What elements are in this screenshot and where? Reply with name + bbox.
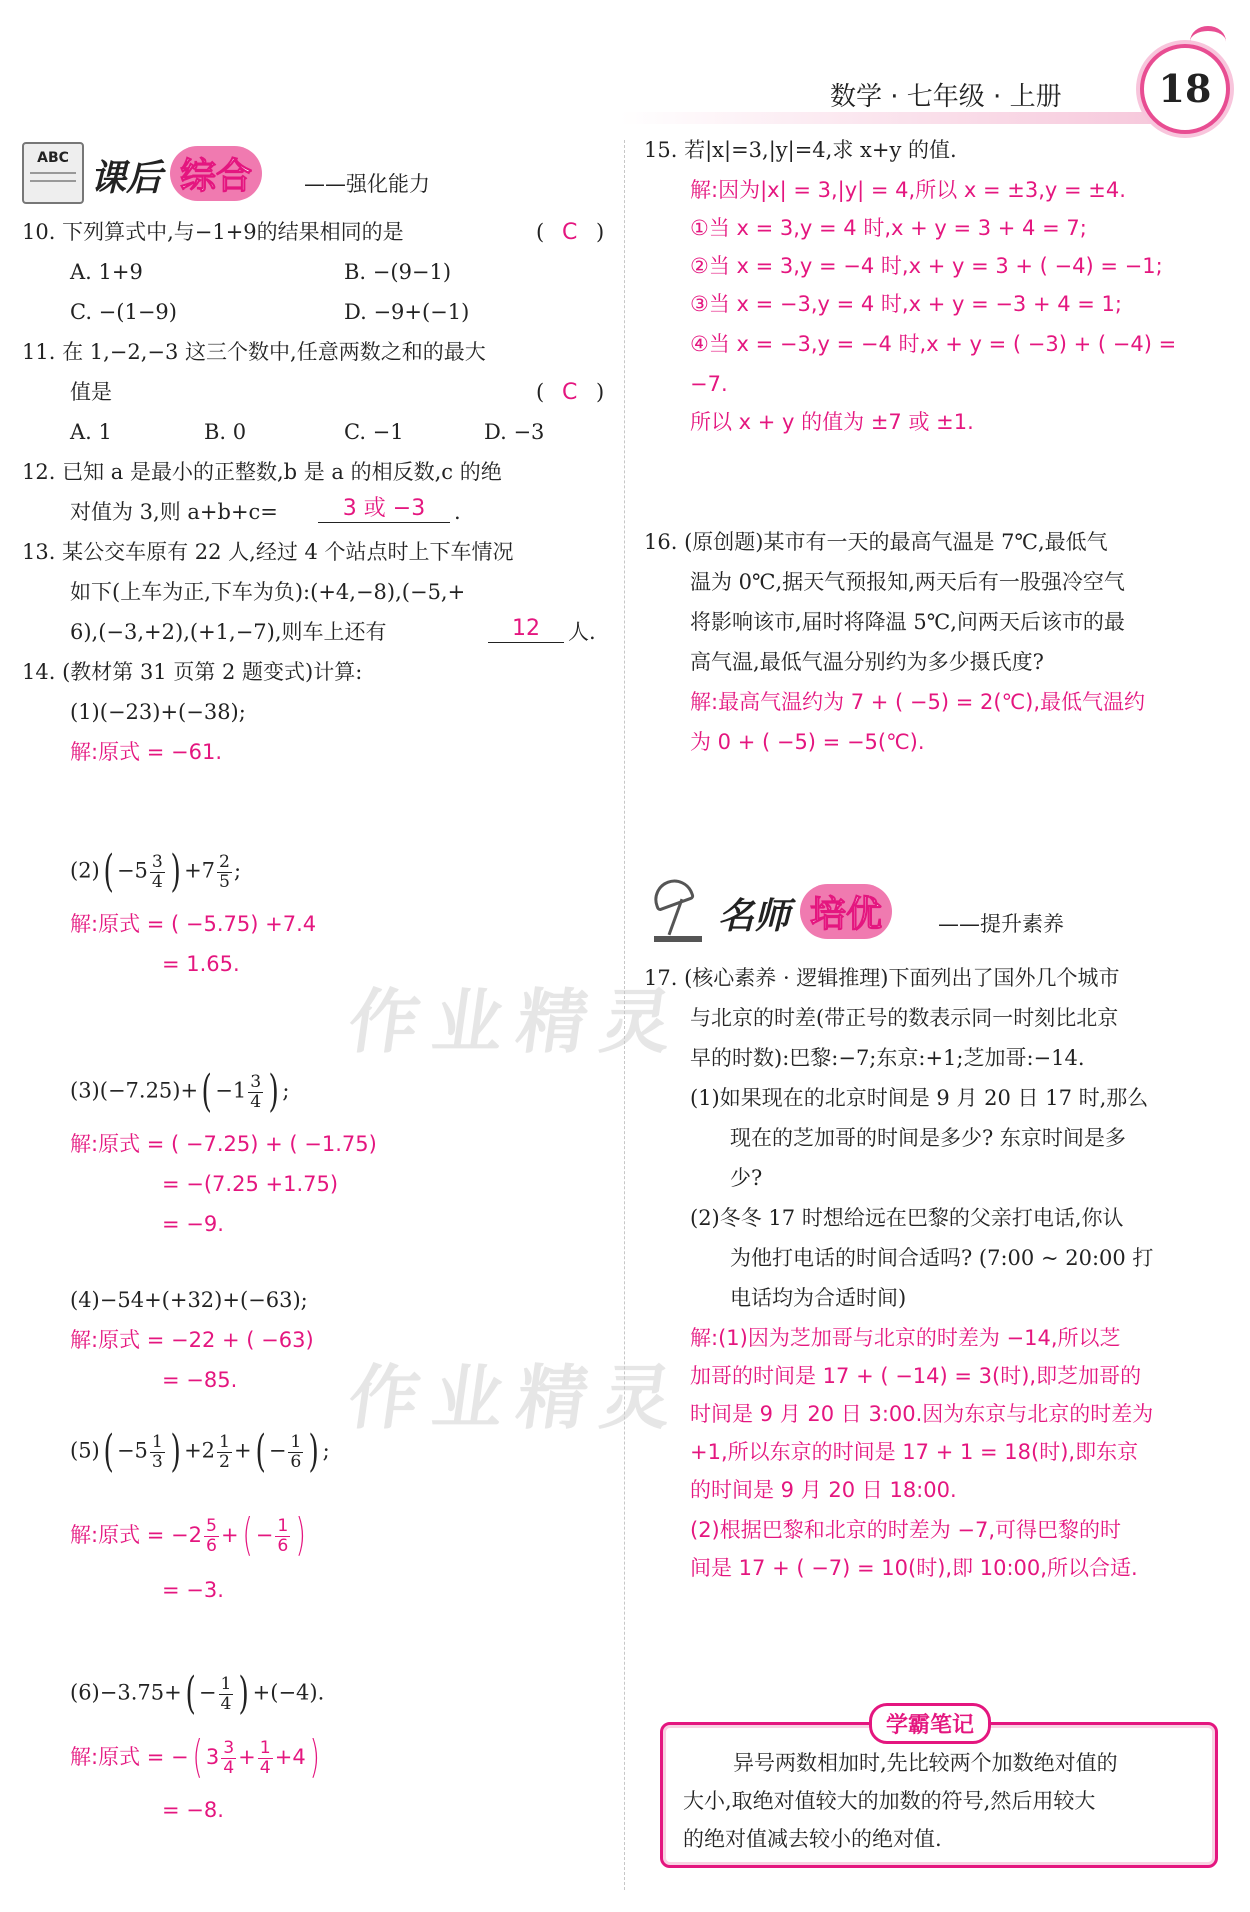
q11-option-d: D. −3 xyxy=(484,420,545,444)
q14-part2-frac1: $\frac{3}{4}$ xyxy=(151,852,163,892)
section2-title-b: 培优 xyxy=(800,884,892,939)
study-note-line3: 的绝对值减去较小的绝对值. xyxy=(683,1827,942,1851)
q14-part4-answer-line2: = −85. xyxy=(162,1368,238,1392)
q16-answer-line1: 解:最高气温约为 7 + ( −5) = 2(℃),最低气温约 xyxy=(690,690,1146,714)
q15-answer-line6: −7. xyxy=(690,372,728,396)
q14-part6-answer-frac2: $\frac{1}{4}$ xyxy=(259,1738,271,1778)
q11-paren-open: ( xyxy=(536,380,545,404)
q17-answer-line6: (2)根据巴黎和北京的时差为 −7,可得巴黎的时 xyxy=(690,1518,1122,1542)
q14-part5-answer-line1: 解:原式 = −2 $\frac{5}{6}$ +( − $\frac{1}{6}$ ) xyxy=(70,1510,307,1561)
q10-option-c: C. −(1−9) xyxy=(70,300,177,324)
q14-part5-answer-frac1: $\frac{5}{6}$ xyxy=(205,1516,217,1556)
page-number: 18 xyxy=(1158,66,1212,111)
section-header-advanced xyxy=(644,878,1204,948)
watermark-2: 作业精灵 xyxy=(343,1357,691,1439)
q11-answer: C xyxy=(562,380,578,405)
q17-part2-line2: 为他打电话的时间合适吗? (7:00 ~ 20:00 打 xyxy=(730,1246,1154,1270)
book-icon xyxy=(22,142,84,204)
q17-part2-line1: (2)冬冬 17 时想给远在巴黎的父亲打电话,你认 xyxy=(690,1206,1124,1230)
badge-swirl-icon xyxy=(1190,26,1226,57)
q14-part3-frac: $\frac{3}{4}$ xyxy=(250,1072,262,1112)
q14-part2: (2)( −5 $\frac{3}{4}$ ) +7 $\frac{2}{5}$ ; xyxy=(70,846,242,897)
section2-title-a: 名师 xyxy=(718,896,791,937)
q14-part5-answer-frac2: $\frac{1}{6}$ xyxy=(277,1516,289,1556)
q17-answer-line1: 解:(1)因为芝加哥与北京的时差为 −14,所以芝 xyxy=(690,1326,1121,1350)
q14-part6-answer-line1: 解:原式 = −( 3 $\frac{3}{4}$ + $\frac{1}{4}$ +4) xyxy=(70,1732,320,1783)
q10-answer: C xyxy=(562,220,578,245)
q17-answer-line4: +1,所以东京的时间是 17 + 1 = 18(时),即东京 xyxy=(690,1440,1139,1464)
q13-answer: 12 xyxy=(488,618,564,643)
q15-answer-line1: 解:因为|x| = 3,|y| = 4,所以 x = ±3,y = ±4. xyxy=(690,178,1126,202)
q11-option-a: A. 1 xyxy=(70,420,112,444)
q10-option-b: B. −(9−1) xyxy=(344,260,452,284)
q14-part6-answer-frac1: $\frac{3}{4}$ xyxy=(223,1738,235,1778)
q14-part6: (6)−3.75+( − $\frac{1}{4}$ ) +(−4). xyxy=(70,1668,325,1719)
q17-answer-line3: 时间是 9 月 20 日 3:00.因为东京与北京的时差为 xyxy=(690,1402,1154,1426)
q11-option-b: B. 0 xyxy=(204,420,247,444)
q10-option-a: A. 1+9 xyxy=(70,260,143,284)
q17-part1-line3: 少? xyxy=(730,1166,763,1190)
q17-answer-line7: 间是 17 + ( −7) = 10(时),即 10:00,所以合适. xyxy=(690,1556,1138,1580)
q11-option-c: C. −1 xyxy=(344,420,404,444)
q16-line2: 温为 0℃,据天气预报知,两天后有一股强冷空气 xyxy=(690,570,1125,594)
q12-stem-line2: 对值为 3,则 a+b+c= xyxy=(70,500,278,524)
q13-end: 人. xyxy=(568,620,596,644)
q14-part5-frac2: $\frac{1}{2}$ xyxy=(219,1432,230,1472)
q15-stem: 15. 若|x|=3,|y|=4,求 x+y 的值. xyxy=(644,138,957,162)
q14-part3-label: (3)(−7.25)+ xyxy=(70,1078,199,1103)
watermark-1: 作业精灵 xyxy=(343,981,691,1063)
study-note-title: 学霸笔记 xyxy=(869,1703,991,1744)
study-note-box xyxy=(660,1713,1218,1868)
q14-part2-answer-line1: 解:原式 = ( −5.75) +7.4 xyxy=(70,912,317,936)
q17-part2-line3: 电话均为合适时间) xyxy=(730,1286,907,1310)
q12-end: . xyxy=(454,500,461,524)
q14-stem: 14. (教材第 31 页第 2 题变式)计算: xyxy=(22,660,363,684)
q16-line4: 高气温,最低气温分别约为多少摄氏度? xyxy=(690,650,1044,674)
q16-line1: 16. (原创题)某市有一天的最高气温是 7℃,最低气 xyxy=(644,530,1108,554)
q14-part3-answer-line2: = −(7.25 +1.75) xyxy=(162,1172,339,1196)
q17-line3: 早的时数):巴黎:−7;东京:+1;芝加哥:−14. xyxy=(690,1046,1085,1070)
section-header-homework xyxy=(22,142,482,206)
q15-answer-line2: ①当 x = 3,y = 4 时,x + y = 3 + 4 = 7; xyxy=(690,216,1087,240)
q13-line2: 如下(上车为正,下车为负):(+4,−8),(−5,+ xyxy=(70,580,466,604)
q14-part5-frac1: $\frac{1}{3}$ xyxy=(151,1432,163,1472)
page-number-badge xyxy=(1140,44,1230,134)
q14-part6-frac: $\frac{1}{4}$ xyxy=(220,1674,232,1714)
q14-part5-frac3: $\frac{1}{6}$ xyxy=(290,1432,302,1472)
q14-part2-answer-line2: = 1.65. xyxy=(162,952,240,976)
q14-part5-label: (5) xyxy=(70,1438,100,1463)
q12-stem-line1: 12. 已知 a 是最小的正整数,b 是 a 的相反数,c 的绝 xyxy=(22,460,502,484)
header-subject: 数学 · 七年级 · 上册 xyxy=(830,82,1062,112)
q13-line1: 13. 某公交车原有 22 人,经过 4 个站点时上下车情况 xyxy=(22,540,514,564)
study-note-line1: 异号两数相加时,先比较两个加数绝对值的 xyxy=(733,1751,1118,1775)
q15-answer-line7: 所以 x + y 的值为 ±7 或 ±1. xyxy=(690,410,974,434)
q10-paren-close: ) xyxy=(596,220,605,244)
q14-part1: (1)(−23)+(−38); xyxy=(70,700,246,724)
q12-answer: 3 或 −3 xyxy=(318,498,450,523)
q11-paren-close: ) xyxy=(596,380,605,404)
q17-line2: 与北京的时差(带正号的数表示同一时刻比北京 xyxy=(690,1006,1119,1030)
q17-part1-line1: (1)如果现在的北京时间是 9 月 20 日 17 时,那么 xyxy=(690,1086,1149,1110)
q15-answer-line3: ②当 x = 3,y = −4 时,x + y = 3 + ( −4) = −1; xyxy=(690,254,1163,278)
q10-option-d: D. −9+(−1) xyxy=(344,300,470,324)
q13-line3: 6),(−3,+2),(+1,−7),则车上还有 xyxy=(70,620,387,644)
section-subtitle: ——强化能力 xyxy=(304,172,430,196)
desk-lamp-icon xyxy=(644,878,708,944)
q10-stem: 10. 下列算式中,与−1+9的结果相同的是 xyxy=(22,220,404,244)
q15-answer-line5: ④当 x = −3,y = −4 时,x + y = ( −3) + ( −4) = xyxy=(690,332,1177,356)
section-title-b: 综合 xyxy=(170,146,262,201)
section-title-a: 课后 xyxy=(90,158,163,199)
q11-stem-line1: 11. 在 1,−2,−3 这三个数中,任意两数之和的最大 xyxy=(22,340,486,364)
q14-part2-label: (2) xyxy=(70,858,100,883)
q14-part1-answer: 解:原式 = −61. xyxy=(70,740,223,764)
q14-part6-label: (6)−3.75+ xyxy=(70,1680,182,1705)
q17-line1: 17. (核心素养 · 逻辑推理)下面列出了国外几个城市 xyxy=(644,966,1120,990)
q14-part3-answer-line1: 解:原式 = ( −7.25) + ( −1.75) xyxy=(70,1132,377,1156)
q17-part1-line2: 现在的芝加哥的时间是多少? 东京时间是多 xyxy=(730,1126,1126,1150)
q14-part5: (5)( −5 $\frac{1}{3}$ ) +2 $\frac{1}{2}$ +( − $\frac{1}{6}$ ) ; xyxy=(70,1426,330,1477)
q14-part4-answer-line1: 解:原式 = −22 + ( −63) xyxy=(70,1328,314,1352)
q11-stem-line2: 值是 xyxy=(70,380,112,404)
q14-part5-answer-line2: = −3. xyxy=(162,1578,224,1602)
q14-part2-b: +7 xyxy=(184,858,216,883)
q16-line3: 将影响该市,届时将降温 5℃,问两天后该市的最 xyxy=(690,610,1125,634)
q17-answer-line2: 加哥的时间是 17 + ( −14) = 3(时),即芝加哥的 xyxy=(690,1364,1142,1388)
q14-part3-answer-line3: = −9. xyxy=(162,1212,224,1236)
q14-part2-a: −5 xyxy=(116,858,148,883)
q17-answer-line5: 的时间是 9 月 20 日 18:00. xyxy=(690,1478,957,1502)
q14-part6-answer-line2: = −8. xyxy=(162,1798,224,1822)
study-note-line2: 大小,取绝对值较大的加数的符号,然后用较大 xyxy=(683,1789,1096,1813)
q15-answer-line4: ③当 x = −3,y = 4 时,x + y = −3 + 4 = 1; xyxy=(690,292,1122,316)
section2-subtitle: ——提升素养 xyxy=(938,912,1064,936)
q10-paren-open: ( xyxy=(536,220,545,244)
q14-part2-frac2: $\frac{2}{5}$ xyxy=(219,852,230,892)
header-band xyxy=(620,112,1180,124)
q14-part4: (4)−54+(+32)+(−63); xyxy=(70,1288,308,1312)
book-badge-text: ABC xyxy=(37,150,69,166)
q14-part3: (3)(−7.25)+( −1 $\frac{3}{4}$ ) ; xyxy=(70,1066,290,1117)
q16-answer-line2: 为 0 + ( −5) = −5(℃). xyxy=(690,730,925,754)
